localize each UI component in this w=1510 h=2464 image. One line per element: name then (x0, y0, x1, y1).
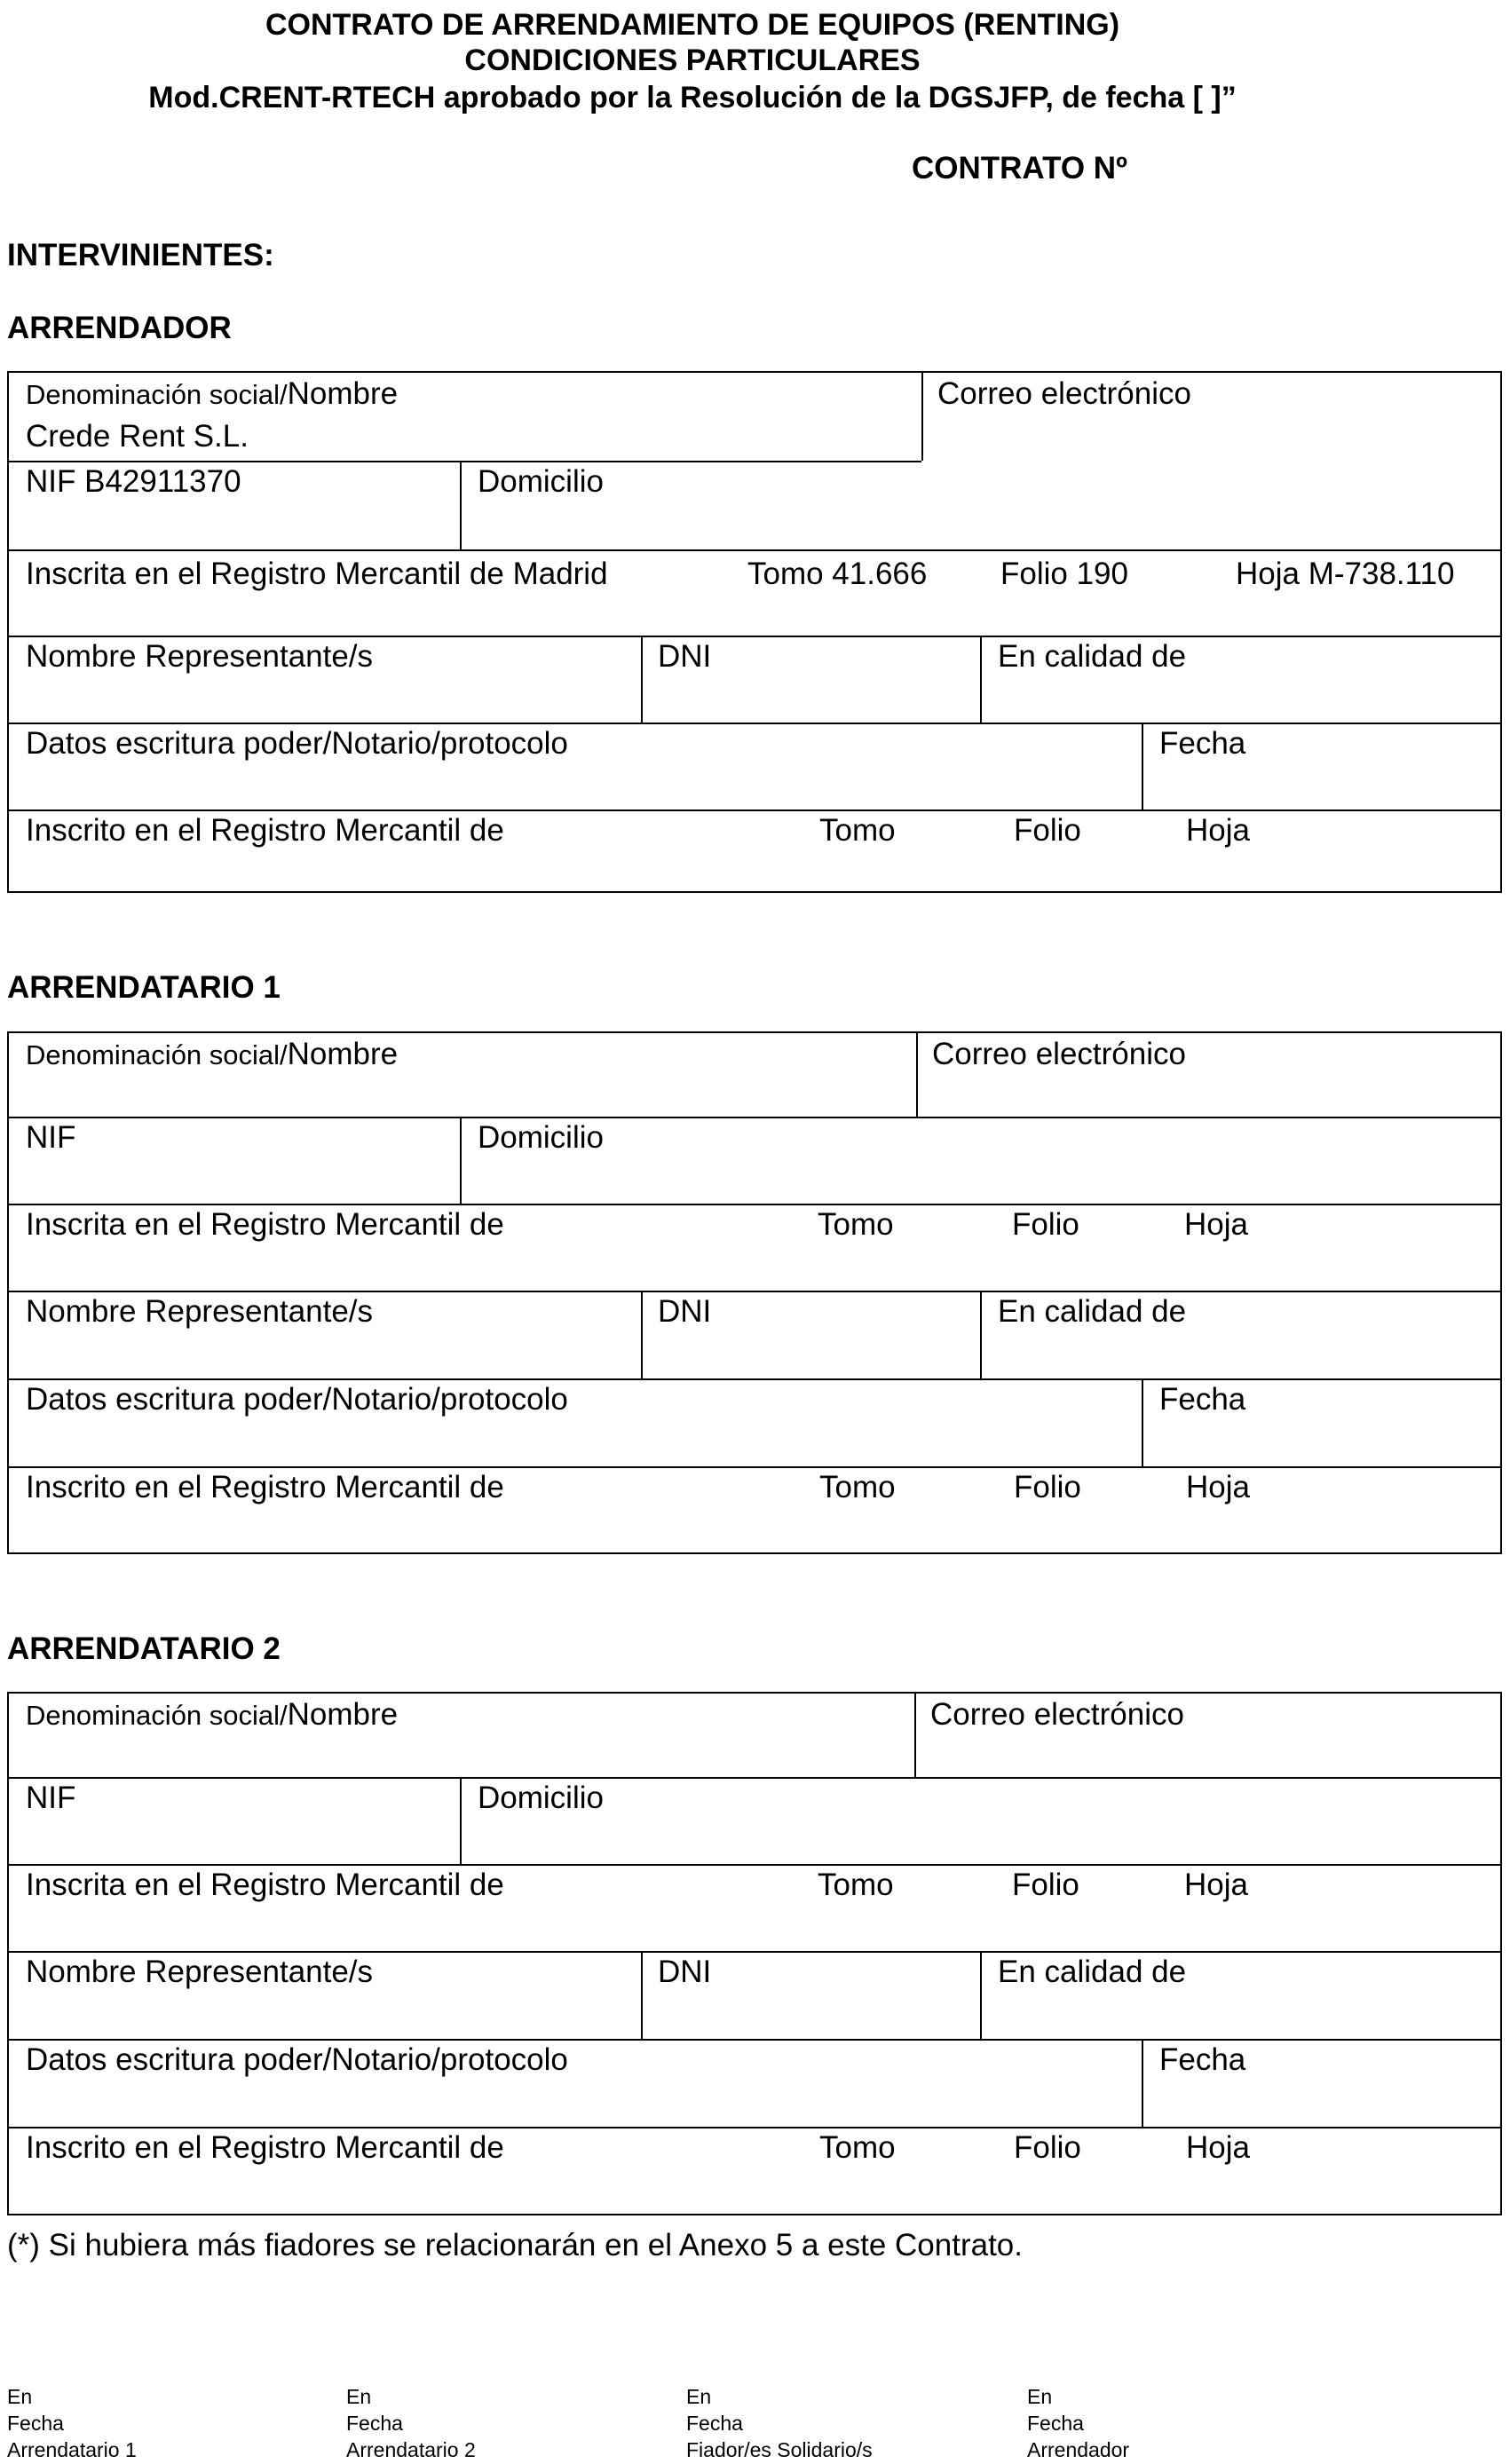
denominacion-field[interactable] (26, 1697, 398, 1733)
signature-date-label: Fecha (7, 2412, 64, 2435)
signature-block-arrendatario-1 (7, 2383, 137, 2463)
arrendatario-2-nif-row (9, 1777, 1500, 1864)
representante-label[interactable]: Nombre Representante/s (26, 639, 374, 674)
arrendatario-1-escritura-row (9, 1378, 1500, 1466)
tomo-label[interactable]: Tomo (819, 2130, 896, 2165)
hoja-label[interactable]: Hoja (1184, 1207, 1248, 1242)
arrendatario-1-representante-row (9, 1291, 1500, 1378)
hoja-label[interactable]: Hoja (1186, 2130, 1250, 2165)
dni-label[interactable]: DNI (658, 1955, 712, 1989)
intervinientes-heading: INTERVINIENTES: (7, 238, 274, 272)
denominacion-label: Denominación social/ (26, 1700, 288, 1731)
arrendador-heading: ARRENDADOR (7, 311, 232, 345)
document-subtitle: CONDICIONES PARTICULARES (464, 43, 921, 77)
nif-label[interactable]: NIF (26, 1120, 76, 1155)
inscrito-label[interactable]: Inscrito en el Registro Mercantil de (26, 1470, 504, 1504)
arrendatario-1-name-row (9, 1033, 1500, 1117)
representante-label[interactable]: Nombre Representante/s (26, 1955, 374, 1989)
inscrito-label[interactable]: Inscrito en el Registro Mercantil de (26, 813, 504, 848)
correo-label[interactable]: Correo electrónico (930, 1697, 1184, 1732)
fecha-label[interactable]: Fecha (1159, 726, 1246, 761)
tomo-label[interactable]: Tomo (819, 1470, 896, 1504)
arrendatario-1-registro-row (9, 1204, 1500, 1291)
nif-value[interactable]: NIF B42911370 (26, 464, 241, 499)
domicilio-label[interactable]: Domicilio (478, 464, 604, 499)
arrendatario-2-heading: ARRENDATARIO 2 (7, 1631, 281, 1666)
folio-label[interactable]: Folio (1014, 1470, 1081, 1504)
contract-number-label: CONTRATO Nº (912, 151, 1127, 186)
arrendador-name-value[interactable]: Crede Rent S.L. (26, 419, 249, 454)
folio-label[interactable]: Folio (1012, 1207, 1079, 1242)
signature-place-label: En (1027, 2385, 1053, 2408)
nif-label[interactable]: NIF (26, 1781, 76, 1815)
denominacion-label: Denominación social/ (26, 1039, 288, 1070)
arrendatario-1-nif-row (9, 1117, 1500, 1204)
nombre-label: Nombre (287, 1037, 399, 1071)
signature-date-label: Fecha (686, 2412, 743, 2435)
correo-label[interactable]: Correo electrónico (932, 1037, 1186, 1071)
document-title: CONTRATO DE ARRENDAMIENTO DE EQUIPOS (RENTING) (265, 8, 1120, 42)
folio-value: Folio 190 (1000, 557, 1128, 591)
signature-party-label: Arrendador (1027, 2438, 1130, 2461)
arrendatario-1-heading: ARRENDATARIO 1 (7, 970, 281, 1005)
representante-label[interactable]: Nombre Representante/s (26, 1294, 374, 1329)
fiadores-note: (*) Si hubiera más fiadores se relacionarán en el Anexo 5 a este Contrato. (7, 2228, 1023, 2263)
signature-block-arrendatario-2 (346, 2383, 476, 2463)
folio-label[interactable]: Folio (1014, 813, 1081, 848)
signature-party-label: Arrendatario 1 (7, 2438, 137, 2461)
document-model-reference: Mod.CRENT-RTECH aprobado por la Resolución de la DGSJFP, de fecha [ ]” (148, 81, 1237, 115)
arrendatario-1-inscrito-row (9, 1466, 1500, 1552)
escritura-label[interactable]: Datos escritura poder/Notario/protocolo (26, 2042, 568, 2077)
folio-label[interactable]: Folio (1014, 2130, 1081, 2165)
registro-label[interactable]: Inscrita en el Registro Mercantil de (26, 1868, 504, 1902)
signature-place-label: En (346, 2385, 372, 2408)
hoja-label[interactable]: Hoja (1186, 1470, 1250, 1504)
dni-label[interactable]: DNI (658, 1294, 712, 1329)
denominacion-field[interactable] (26, 1037, 398, 1073)
signature-date-label: Fecha (346, 2412, 403, 2435)
signature-place-label: En (686, 2385, 712, 2408)
calidad-label[interactable]: En calidad de (998, 639, 1187, 674)
arrendador-table (7, 371, 1502, 893)
arrendador-registro-row (9, 549, 1500, 636)
nombre-label: Nombre (287, 376, 399, 411)
tomo-label[interactable]: Tomo (819, 813, 896, 848)
escritura-label[interactable]: Datos escritura poder/Notario/protocolo (26, 726, 568, 761)
arrendador-inscrito-row (9, 809, 1500, 891)
arrendatario-2-representante-row (9, 1951, 1500, 2039)
tomo-value: Tomo 41.666 (747, 557, 928, 591)
signature-party-label: Fiador/es Solidario/s (686, 2438, 873, 2461)
arrendatario-2-name-row (9, 1694, 1500, 1777)
folio-label[interactable]: Folio (1012, 1868, 1079, 1902)
tomo-label[interactable]: Tomo (818, 1207, 894, 1242)
arrendatario-2-escritura-row (9, 2039, 1500, 2127)
signature-date-label: Fecha (1027, 2412, 1084, 2435)
dni-label[interactable]: DNI (658, 639, 712, 674)
hoja-value: Hoja M-738.110 (1236, 557, 1455, 591)
signature-block-arrendador (1027, 2383, 1129, 2463)
nombre-label: Nombre (287, 1697, 399, 1732)
denominacion-field[interactable] (26, 376, 398, 413)
fecha-label[interactable]: Fecha (1159, 2042, 1246, 2077)
calidad-label[interactable]: En calidad de (998, 1294, 1187, 1329)
domicilio-label[interactable]: Domicilio (478, 1120, 604, 1155)
signature-place-label: En (7, 2385, 33, 2408)
hoja-label[interactable]: Hoja (1186, 813, 1250, 848)
arrendador-nif-row (9, 461, 1500, 549)
registro-label: Inscrita en el Registro Mercantil de Madrid (26, 557, 608, 591)
arrendador-name-row (9, 373, 1500, 461)
arrendatario-1-table (7, 1031, 1502, 1554)
registro-label[interactable]: Inscrita en el Registro Mercantil de (26, 1207, 504, 1242)
signature-block-fiadores (686, 2383, 873, 2463)
signature-party-label: Arrendatario 2 (346, 2438, 476, 2461)
calidad-label[interactable]: En calidad de (998, 1955, 1187, 1989)
domicilio-label[interactable]: Domicilio (478, 1781, 604, 1815)
correo-label[interactable]: Correo electrónico (937, 376, 1191, 411)
escritura-label[interactable]: Datos escritura poder/Notario/protocolo (26, 1382, 568, 1417)
arrendador-escritura-row (9, 723, 1500, 809)
hoja-label[interactable]: Hoja (1184, 1868, 1248, 1902)
denominacion-label: Denominación social/ (26, 379, 288, 410)
inscrito-label[interactable]: Inscrito en el Registro Mercantil de (26, 2130, 504, 2165)
tomo-label[interactable]: Tomo (818, 1868, 894, 1902)
arrendatario-2-registro-row (9, 1864, 1500, 1951)
arrendador-representante-row (9, 636, 1500, 723)
fecha-label[interactable]: Fecha (1159, 1382, 1246, 1417)
arrendatario-2-table (7, 1692, 1502, 2215)
arrendatario-2-inscrito-row (9, 2127, 1500, 2214)
